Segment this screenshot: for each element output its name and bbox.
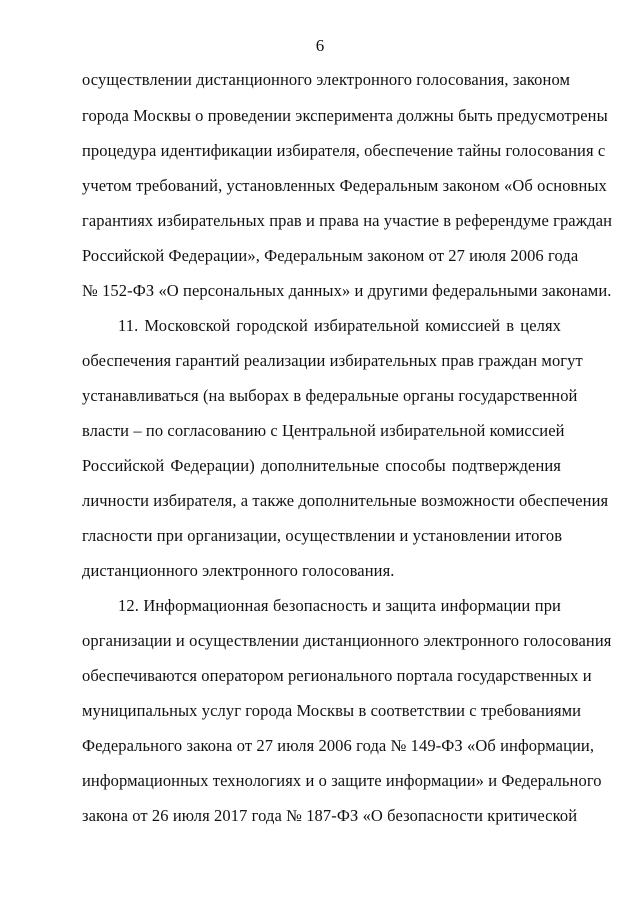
text-line: города Москвы о проведении эксперимента должны быть предусмотрены <box>82 106 608 125</box>
text-line: № 152-ФЗ «О персональных данных» и другими федеральными законами. <box>82 281 612 300</box>
text-line: Федерального закона от 27 июля 2006 года № 149-ФЗ «Об информации, <box>82 736 595 755</box>
text-line: власти – по согласованию с Центральной избирательной комиссией <box>82 421 565 440</box>
text-line: осуществлении дистанционного электронного голосования, законом <box>82 70 571 89</box>
paragraph-12-first-line: 12. Информационная безопасность и защита информации при <box>118 596 561 615</box>
text-line: гарантиях избирательных прав и права на участие в референдуме граждан <box>82 211 613 230</box>
text-line: организации и осуществлении дистанционного электронного голосования <box>82 631 612 650</box>
page-number: 6 <box>315 36 325 55</box>
text-line: процедура идентификации избирателя, обеспечение тайны голосования с <box>82 141 606 160</box>
text-line: закона от 26 июля 2017 года № 187-ФЗ «О безопасности критической <box>82 806 578 825</box>
text-line: дистанционного электронного голосования. <box>82 561 395 580</box>
text-line: обеспечиваются оператором регионального портала государственных и <box>82 666 592 685</box>
text-line: устанавливаться (на выборах в федеральные органы государственной <box>82 386 578 405</box>
text-line: Российской Федерации», Федеральным законом от 27 июля 2006 года <box>82 246 579 265</box>
paragraph-11-first-line: 11. Московской городской избирательной комиссией в целях <box>118 316 561 335</box>
text-line: Российской Федерации) дополнительные способы подтверждения <box>82 456 561 475</box>
text-line: гласности при организации, осуществлении и установлении итогов <box>82 526 563 545</box>
text-line: информационных технологиях и о защите информации» и Федерального <box>82 771 602 790</box>
text-line: муниципальных услуг города Москвы в соответствии с требованиями <box>82 701 582 720</box>
text-line: обеспечения гарантий реализации избирательных прав граждан могут <box>82 351 583 370</box>
text-line: учетом требований, установленных Федеральным законом «Об основных <box>82 176 607 195</box>
text-line: личности избирателя, а также дополнительные возможности обеспечения <box>82 491 609 510</box>
